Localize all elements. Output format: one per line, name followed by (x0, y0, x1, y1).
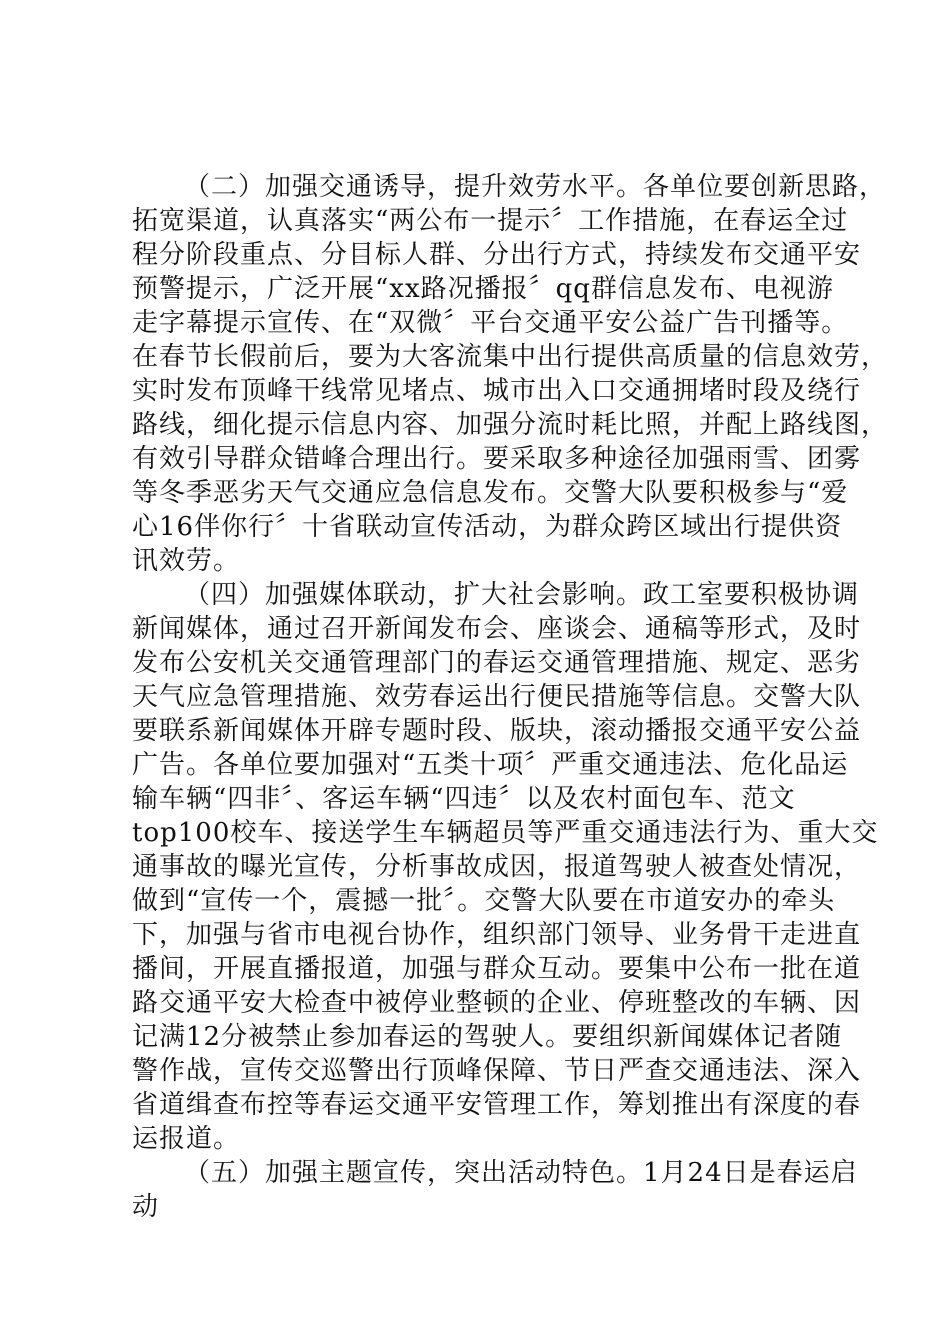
text-line: 省道缉查布控等春运交通平安管理工作，筹划推出有深度的春 (132, 1090, 862, 1120)
text-line: 新闻媒体，通过召开新闻发布会、座谈会、通稿等形式，及时 (132, 614, 862, 644)
paragraph-2 (132, 170, 889, 578)
text-line: 有效引导群众错峰合理出行。要采取多种途径加强雨雪、团雾 (132, 444, 862, 474)
text-line: 做到“宣传一个，震撼一批〞。交警大队要在市道安办的牵头 (132, 886, 836, 916)
text-line: 预警提示，广泛开展“xx路况播报〞qq群信息发布、电视游 (132, 274, 834, 304)
paragraph-4 (132, 578, 879, 1156)
text-line: 程分阶段重点、分目标人群、分出行方式，持续发布交通平安 (132, 240, 862, 270)
text-line: 输车辆“四非〞、客运车辆“四违〞以及农村面包车、范文 (132, 784, 796, 814)
text-line: 等冬季恶劣天气交通应急信息发布。交警大队要积极参与“爱 (132, 478, 849, 508)
text-line: 动 (132, 1192, 160, 1222)
text-line: 拓宽渠道，认真落实“两公布一提示〞工作措施，在春运全过 (132, 206, 849, 236)
text-line: 播间，开展直播报道，加强与群众互动。要集中公布一批在道 (132, 954, 862, 984)
text-line: 在春节长假前后，要为大客流集中出行提供高质量的信息效劳， (132, 342, 889, 372)
text-line: 记满12分被禁止参加春运的驾驶人。要组织新闻媒体记者随 (132, 1022, 843, 1052)
text-line: 走字幕提示宣传、在“双微〞平台交通平安公益广告刊播等。 (132, 308, 849, 338)
text-line: 通事故的曝光宣传，分析事故成因，报道驾驶人被查处情况， (132, 852, 862, 882)
text-line: 天气应急管理措施、效劳春运出行便民措施等信息。交警大队 (132, 682, 862, 712)
text-line: 下，加强与省市电视台协作，组织部门领导、业务骨干走进直 (132, 920, 862, 950)
text-line: 运报道。 (132, 1124, 241, 1154)
text-line: （四）加强媒体联动，扩大社会影响。政工室要积极协调 (184, 580, 860, 610)
text-line: （二）加强交通诱导，提升效劳水平。各单位要创新思路， (184, 172, 887, 202)
text-line: 警作战，宣传交巡警出行顶峰保障、节日严查交通违法、深入 (132, 1056, 862, 1086)
text-line: top100校车、接送学生车辆超员等严重交通违法行为、重大交 (132, 818, 879, 848)
text-line: 实时发布顶峰干线常见堵点、城市出入口交通拥堵时段及绕行 (132, 376, 862, 406)
document-body (132, 170, 889, 1224)
text-line: 发布公安机关交通管理部门的春运交通管理措施、规定、恶劣 (132, 648, 862, 678)
text-line: 广告。各单位要加强对“五类十项〞严重交通违法、危化品运 (132, 750, 849, 780)
paragraph-5 (132, 1156, 858, 1224)
text-line: （五）加强主题宣传，突出活动特色。1月24日是春运启 (184, 1158, 858, 1188)
text-line: 路交通平安大检查中被停业整顿的企业、停班整改的车辆、因 (132, 988, 862, 1018)
text-line: 要联系新闻媒体开辟专题时段、版块，滚动播报交通平安公益 (132, 716, 862, 746)
text-line: 路线，细化提示信息内容、加强分流时耗比照，并配上路线图， (132, 410, 889, 440)
text-line: 心16伴你行〞十省联动宣传活动，为群众跨区域出行提供资 (132, 512, 843, 542)
text-line: 讯效劳。 (132, 546, 241, 576)
